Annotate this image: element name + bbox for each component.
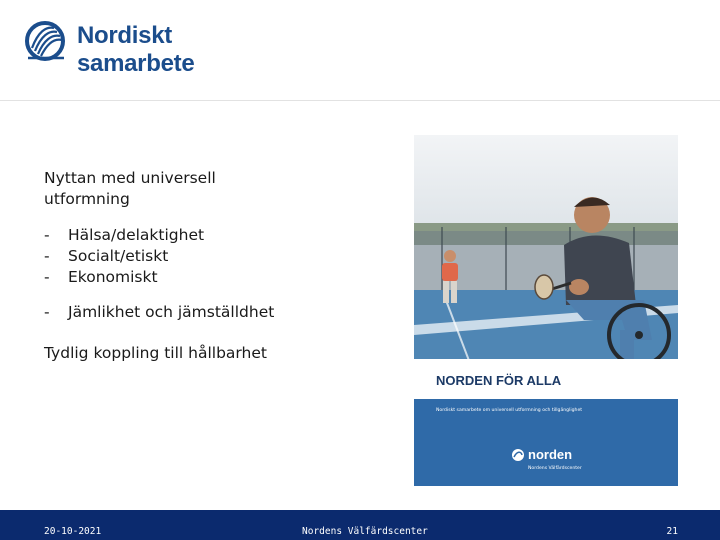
logo-wordmark [77,22,194,78]
equality-list [44,302,394,323]
footer-bar [0,510,720,540]
header-divider [0,100,720,101]
list-item: - Ekonomiskt [44,267,394,288]
cover-publisher: norden [528,447,573,462]
list-item: - Jämlikhet och jämställdhet [44,302,394,323]
list-item: - Socialt/etiskt [44,246,394,267]
benefit-list [44,225,394,288]
sustainability-tagline: Tydlig koppling till hållbarhet [44,344,267,362]
swan-emblem-icon [24,20,70,66]
logo-line-1: Nordiskt [77,22,172,49]
cover-publisher-sub: Nordens Välfärdscenter [528,466,582,471]
list-item: - Hälsa/delaktighet [44,225,394,246]
footer-date: 20-10-2021 [44,526,102,537]
slide-content [44,168,394,364]
report-cover-image [414,135,678,486]
cover-title: NORDEN FÖR ALLA [436,373,562,388]
slide-title-line-1: Nyttan med universell [44,169,216,187]
page-number: 21 [666,526,678,537]
cover-illustration [414,135,678,486]
slide-title-line-2: utformning [44,190,130,208]
footer-organization: Nordens Välfärdscenter [302,526,428,537]
slide-title [44,168,394,210]
logo-line-2: samarbete [77,50,195,77]
cover-subtitle: Nordiskt samarbete om universell utformning och tillgänglighet [436,408,583,413]
nordiskt-samarbete-logo [24,18,234,82]
